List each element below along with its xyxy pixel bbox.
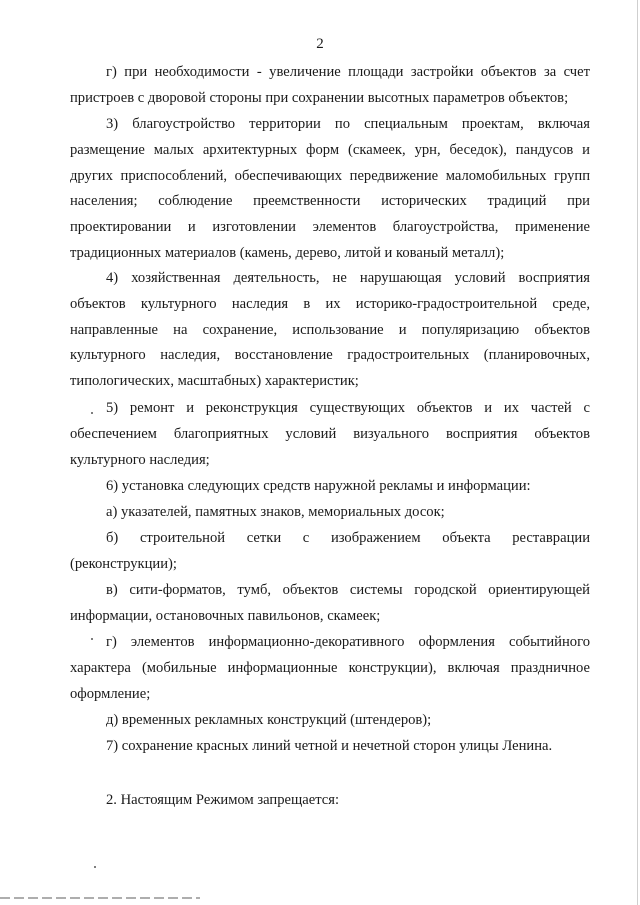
paragraph-6g-decorative: г) элементов информационно-декоративного оформления событийного характера (мобильные информационные конструкции), включая праздничное оформление; [70, 634, 590, 702]
section-2-heading: 2. Настоящим Режимом запрещается: [106, 792, 339, 808]
scan-artifact [0, 897, 200, 899]
paragraph-5-repair: 5) ремонт и реконструкция существующих объектов и их частей с обеспечением благоприятных условий визуального восприятия объектов культурного наследия; [70, 400, 590, 468]
paragraph-7-red-lines: 7) сохранение красных линий четной и нечетной сторон улицы Ленина. [106, 738, 553, 754]
scan-speck [91, 412, 93, 414]
paragraph-6v-city-formats: в) сити-форматов, тумб, объектов системы городской ориентирующей информации, остановочных павильонов, скамеек; [70, 582, 590, 624]
scan-speck [91, 638, 93, 640]
paragraph-g-building-area: г) при необходимости - увеличение площади застройки объектов за счет пристроев с дворовой стороны при сохранении высотных параметров объектов; [70, 64, 590, 106]
paragraph-6-advertising: 6) установка следующих средств наружной рекламы и информации: [106, 478, 531, 494]
paragraph-4-economic-activity: 4) хозяйственная деятельность, не нарушающая условий восприятия объектов культурного наследия в их историко-градостроительной среде, направленные на сохранение, использование и популяризацию объектов культурного наследия, восстановление градостроительных (планировочных, типологических, масштабных) характеристик; [70, 270, 590, 390]
paragraph-3-landscaping: 3) благоустройство территории по специальным проектам, включая размещение малых архитектурных форм (скамеек, урн, беседок), пандусов и других приспособлений, обеспечивающих передвижение маломобильных групп населения; соблюдение преемственности исторических традиций при проектировании и изготовлении элементов благоустройства, применение традиционных материалов (камень, дерево, литой и кованый металл); [70, 116, 590, 261]
paragraph-6b-construction-mesh: б) строительной сетки с изображением объекта реставрации (реконструкции); [70, 530, 590, 572]
paragraph-6d-temporary-ads: д) временных рекламных конструкций (штендеров); [106, 712, 432, 728]
page-number: 2 [316, 36, 324, 52]
paragraph-6a-signs: а) указателей, памятных знаков, мемориальных досок; [106, 504, 445, 520]
scan-edge [637, 0, 638, 905]
scan-speck [94, 866, 96, 868]
